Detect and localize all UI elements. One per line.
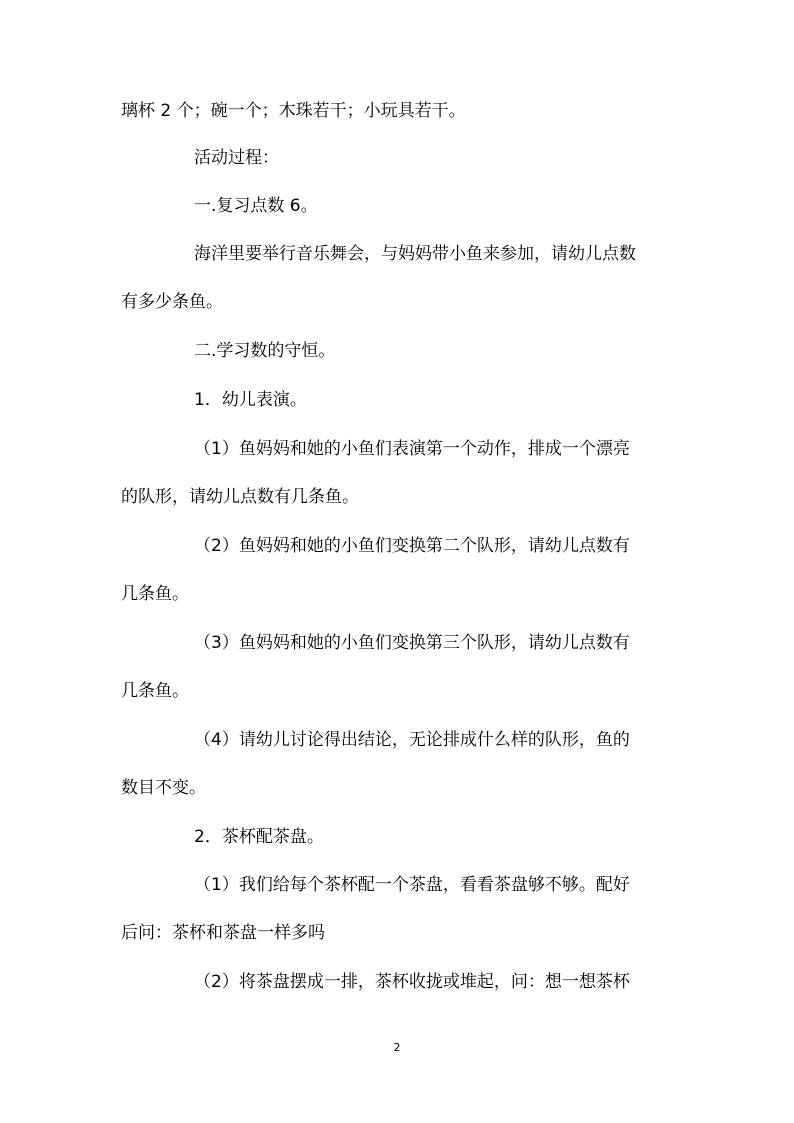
text-line: 几条鱼。 [121,681,189,701]
text-line: （1）我们给每个茶杯配一个茶盘，看看茶盘够不够。配好 [194,875,630,895]
text-line: 数目不变。 [121,778,206,798]
text-line: 几条鱼。 [121,584,189,604]
text-line: 有多少条鱼。 [121,292,223,312]
text-line: （2）将茶盘摆成一排，茶杯收拢或堆起，问：想一想茶杯 [194,972,630,992]
text-line: 海洋里要举行音乐舞会，与妈妈带小鱼来参加，请幼儿点数 [194,244,636,264]
section-heading: 一.复习点数 6。 [194,196,318,216]
text-line: 璃杯 2 个；碗一个；木珠若干；小玩具若干。 [121,101,466,121]
text-line: （4）请幼儿讨论得出结论，无论排成什么样的队形，鱼的 [194,730,630,750]
section-heading: 二.学习数的守恒。 [194,341,336,361]
text-line: （2）鱼妈妈和她的小鱼们变换第二个队形，请幼儿点数有 [194,536,630,556]
text-line: （3）鱼妈妈和她的小鱼们变换第三个队形，请幼儿点数有 [194,633,630,653]
text-line: 的队形，请幼儿点数有几条鱼。 [121,487,359,507]
text-line: （1）鱼妈妈和她的小鱼们表演第一个动作，排成一个漂亮 [194,439,630,459]
text-line: 后问：茶杯和茶盘一样多吗 [121,923,325,943]
subsection-heading: 1．幼儿表演。 [194,390,307,410]
page-number: 2 [393,1041,401,1054]
text-line: 活动过程： [194,148,279,168]
subsection-heading: 2．茶杯配茶盘。 [194,827,324,847]
